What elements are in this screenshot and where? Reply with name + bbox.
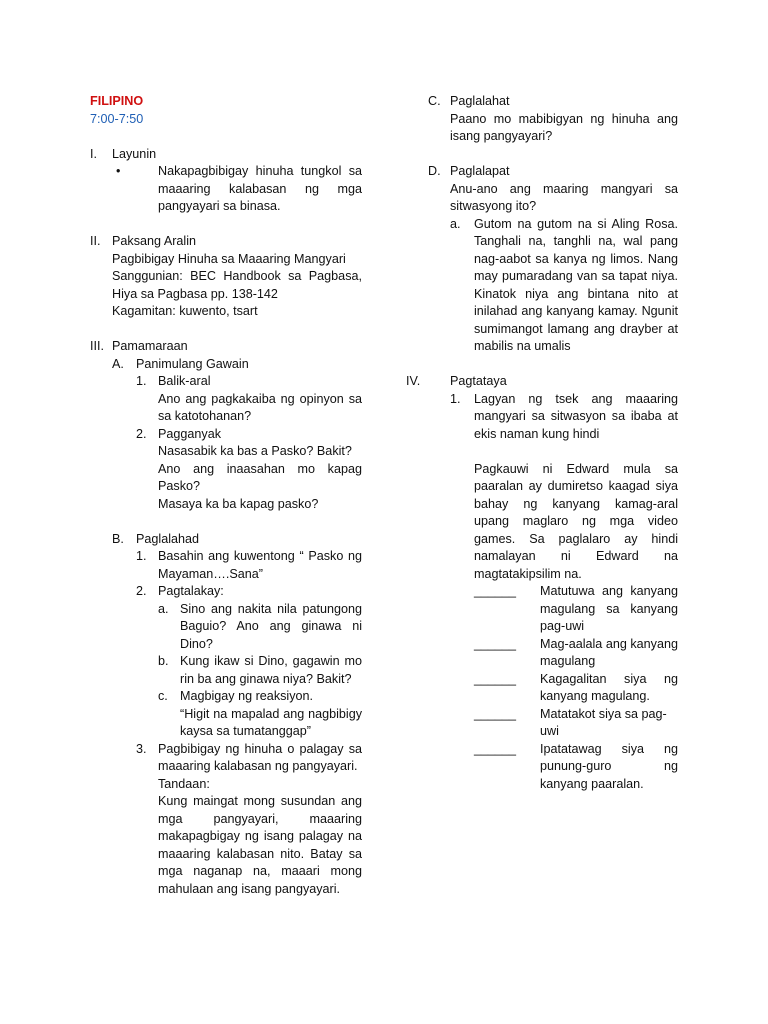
subsection-d (428, 163, 678, 181)
right-column (406, 93, 678, 793)
section-paksang-aralin (90, 233, 362, 251)
section-layunin (90, 146, 362, 164)
item-text: Pagbibigay ng hinuha o palagay sa maaaring kalabasan ng pangyayari. (158, 741, 362, 773)
section-title: Paksang Aralin (112, 234, 197, 248)
objective-bullet (90, 163, 362, 216)
question-line: Ano ang inaasahan mo kapag Pasko? (158, 461, 362, 493)
subsection-title: Paglalahat (450, 94, 510, 108)
list-item (90, 548, 362, 583)
item-number: 2. (136, 426, 147, 441)
choice-text: Matutuwa ang kanyang magulang sa kanyang pag-uwi (540, 584, 678, 633)
item-number: 1. (136, 374, 147, 388)
item-title: Pagganyak (158, 426, 222, 441)
item-title: Balik-aral (158, 374, 211, 388)
item-text: Basahin ang kuwentong “ Pasko ng Mayaman….Sana” (158, 549, 362, 581)
item-text: Lagyan ng tsek ang maaaring mangyari sa sitwasyon sa ibaba at ekis naman kung hindi (474, 391, 678, 441)
left-column (90, 93, 362, 898)
subsection-c (428, 93, 678, 111)
materials-line: Kagamitan: kuwento, tsart (112, 304, 258, 318)
subsection-text: Paano mo mabibigyan ng hinuha ang isang pangyayari? (450, 111, 678, 143)
subsection-mark: B. (112, 531, 124, 546)
list-item (474, 583, 678, 636)
roman-numeral: IV. (406, 374, 421, 388)
subsection-mark: D. (428, 164, 441, 178)
subsection-mark: A. (112, 356, 124, 371)
sub-item (90, 601, 362, 654)
situation-item (428, 216, 678, 356)
time-range: 7:00-7:50 (90, 111, 144, 126)
sub-item-mark: b. (158, 654, 169, 668)
section-title: Pagtataya (450, 374, 507, 388)
list-item (90, 373, 362, 391)
sub-item-mark: a. (158, 601, 169, 616)
roman-numeral: II. (90, 234, 101, 248)
story-text: Pagkauwi ni Edward mula sa paaralan ay dumiretso kaagad siya bahay ng kanyang kamag-aral upang maglaro ng mga video games. Sa paglalaro ay hindi namalayan ni Edward na magtatakipsilim na. (474, 461, 678, 581)
subject-title: FILIPINO (90, 94, 144, 108)
subsection-b (90, 531, 362, 549)
answer-blank: ______ (474, 706, 517, 721)
topic-line: Pagbibigay Hinuha sa Maaaring Mangyari (112, 251, 346, 266)
list-item (474, 671, 678, 706)
subsection-text: Anu-ano ang maaring mangyari sa sitwasyong ito? (450, 181, 678, 213)
roman-numeral: I. (90, 146, 97, 161)
subsection-mark: C. (428, 94, 441, 108)
answer-blank: ______ (474, 741, 517, 756)
list-item (90, 583, 362, 601)
list-item (90, 426, 362, 444)
choices-list (428, 583, 678, 793)
situation-text: Gutom na gutom na si Aling Rosa. Tanghali na, tanghli na, wal pang nag-aabot sa kanya ng limos. Nang may pumaradang van sa tapat niya. Kinatok niya ang bintana nito at inilahad ang kanyang kamay. Ngunit sumimangot lamang ang drayber at mabilis na umalis (474, 216, 678, 353)
choice-text: Matatakot siya sa pag-uwi (540, 706, 667, 738)
list-item (474, 636, 678, 671)
item-number: 3. (136, 741, 147, 756)
reference-line: Sanggunian: BEC Handbook sa Pagbasa, Hiya sa Pagbasa pp. 138-142 (112, 269, 362, 301)
sub-item-text: Sino ang nakita nila patungong Baguio? Ano ang ginawa ni Dino? (180, 601, 362, 651)
item-number: 1. (136, 549, 147, 563)
list-item (90, 741, 362, 776)
list-item (428, 391, 678, 444)
bullet-icon: • (116, 164, 121, 178)
section-pagtataya (406, 373, 678, 391)
sub-item (90, 688, 362, 706)
subsection-title: Paglalapat (450, 164, 510, 178)
section-pamamaraan (90, 338, 362, 356)
item-text: Ano ang pagkakaiba ng opinyon sa sa katotohanan? (158, 391, 362, 423)
item-number: 1. (450, 391, 461, 406)
question-line: Nasasabik ka bas a Pasko? Bakit? (158, 444, 352, 458)
sub-item-mark: c. (158, 689, 168, 703)
roman-numeral: III. (90, 339, 104, 353)
list-item (474, 706, 678, 741)
answer-blank: ______ (474, 671, 517, 686)
choice-text: Mag-aalala ang kanyang magulang (540, 636, 678, 668)
sub-item (90, 653, 362, 688)
sub-item-mark: a. (450, 216, 461, 231)
subsection-title: Panimulang Gawain (136, 356, 249, 371)
subsection-a (90, 356, 362, 374)
quote-text: “Higit na mapalad ang nagbibigy kaysa sa tumatanggap” (180, 706, 362, 738)
objective-text: Nakapagbibigay hinuha tungkol sa maaaring kalabasan ng mga pangyayari sa binasa. (158, 164, 362, 213)
tandaan-label: Tandaan: (158, 776, 210, 791)
sub-item-text: Kung ikaw si Dino, gagawin mo rin ba ang ginawa niya? Bakit? (180, 654, 362, 686)
list-item (474, 741, 678, 794)
choice-text: Ipatatawag siya ng punung-guro ng kanyang paaralan. (540, 741, 678, 791)
answer-blank: ______ (474, 636, 517, 651)
item-number: 2. (136, 584, 147, 598)
answer-blank: ______ (474, 584, 517, 598)
item-title: Pagtalakay: (158, 584, 224, 598)
sub-item-text: Magbigay ng reaksiyon. (180, 689, 314, 703)
question-line: Masaya ka ba kapag pasko? (158, 496, 319, 511)
subsection-title: Paglalahad (136, 531, 200, 546)
choice-text: Kagagalitan siya ng kanyang magulang. (540, 671, 678, 703)
tandaan-note: Kung maingat mong susundan ang mga pangyayari, maaaring makapagbigay ng isang palagay na maaaring kalabasan nito. Batay sa mga naganap na, maaari mong mahulaan ang isang pangyayari. (158, 794, 362, 896)
section-title: Layunin (112, 146, 157, 161)
section-title: Pamamaraan (112, 339, 188, 353)
